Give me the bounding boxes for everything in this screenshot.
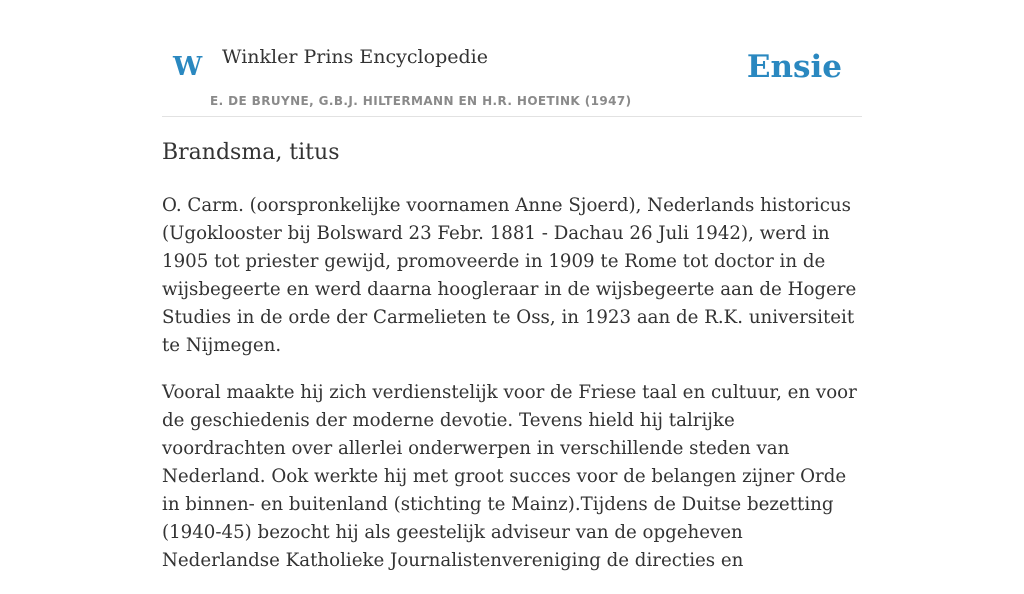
article-paragraph: O. Carm. (oorspronkelijke voornamen Anne Sjoerd), Nederlands historicus (Ugoklooster bij Bolsward 23 Febr. 1881 - Dachau 26 Juli 1942), werd in 1905 tot priester gewijd, promoveerde in 1909 te Rome tot doctor in de wijsbegeerte en werd daarna hoogleraar in de wijsbegeerte aan de Hogere Studies in de orde der Carmelieten te Oss, in 1923 aan de R.K. universiteit te Nijmegen. [162,195,857,356]
source-authors: E. DE BRUYNE, G.B.J. HILTERMANN EN H.R. HOETINK (1947) [210,94,632,108]
article-paragraph: Vooral maakte hij zich verdienstelijk voor de Friese taal en cultuur, en voor de geschiedenis der moderne devotie. Tevens hield hij talrijke voordrachten over allerlei onderwerpen in verschillende steden van Nederland. Ook werkte hij met groot succes voor de belangen zijner Orde in binnen- en buitenland (stichting te Mainz).Tijdens de Duitse bezetting (1940-45) bezocht hij als geestelijk adviseur van de opgeheven Nederlandse Katholieke Journalistenvereniging de directies en [162,382,857,571]
source-header [162,38,862,117]
source-title-link[interactable]: Winkler Prins Encyclopedie [222,46,488,68]
winkler-prins-logo[interactable]: W [173,52,203,82]
article-title: Brandsma, titus [162,140,340,165]
article-body [162,192,862,594]
ensie-brand-logo[interactable]: Ensie [746,49,842,85]
